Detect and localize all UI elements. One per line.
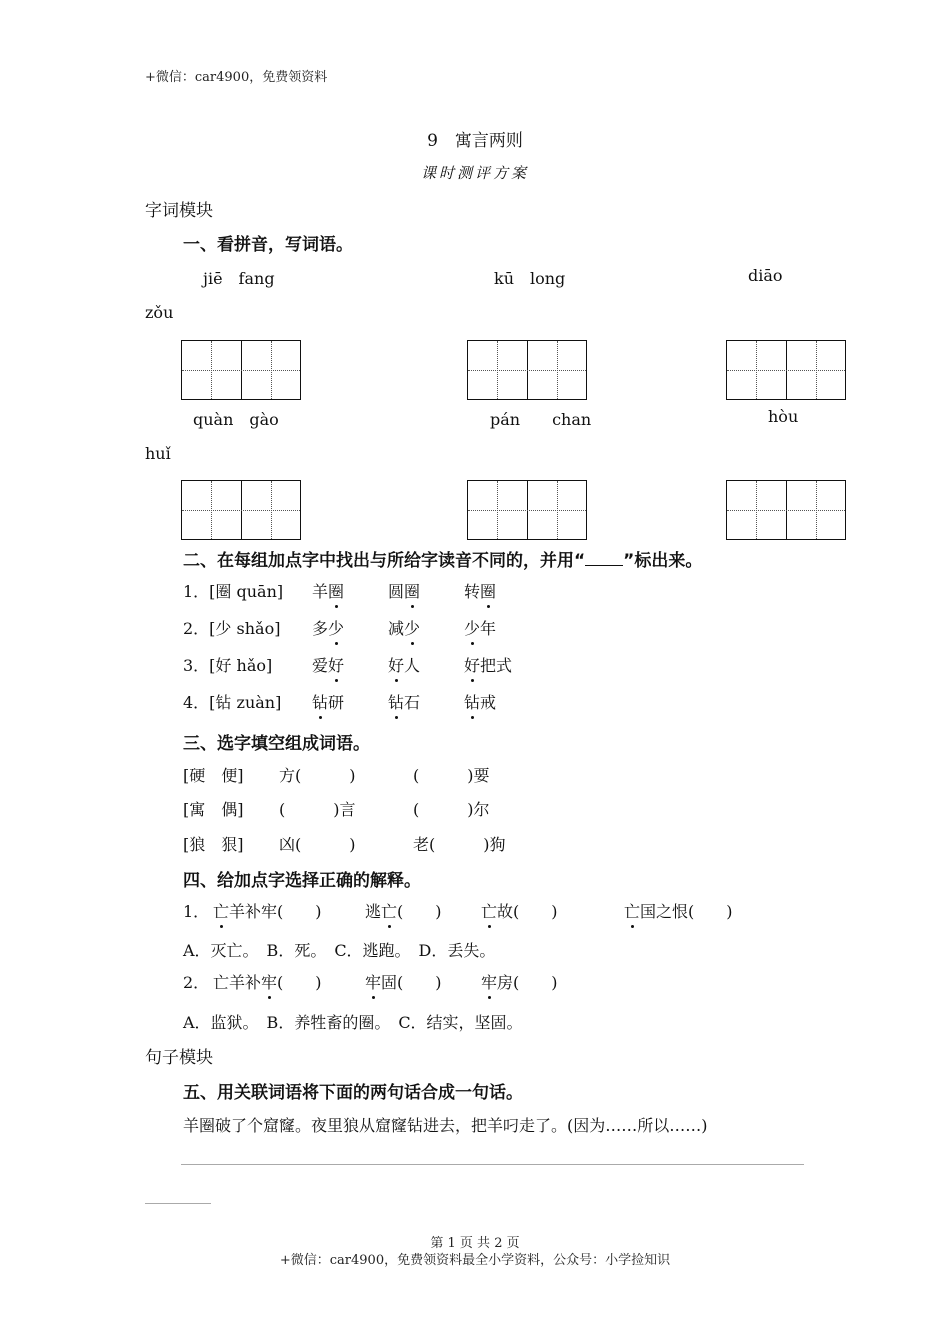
- q3-row-3-chars: [狼 狠]: [183, 835, 244, 854]
- question-1-heading: 一、看拼音，写词语。: [183, 235, 353, 255]
- q2-item-1-word-2[interactable]: 圆圈: [388, 579, 420, 602]
- q4-line-1-item-2[interactable]: 逃亡( ): [365, 899, 442, 922]
- pinyin-hou: hòu: [768, 407, 799, 426]
- pinyin-quangao: quàn gào: [193, 410, 279, 429]
- q2-item-3-word-3[interactable]: 好把式: [464, 653, 512, 676]
- q2-item-2-word-2[interactable]: 减少: [388, 616, 420, 639]
- q5-sentence: 羊圈破了个窟窿。夜里狼从窟窿钻进去，把羊叼走了。(因为……所以……): [183, 1116, 708, 1135]
- module-heading-words: 字词模块: [145, 201, 213, 221]
- q4-options-1: A．灭亡。 B．死。 C．逃跑。 D．丢失。: [183, 941, 496, 960]
- q4-line-1-item-1[interactable]: 亡羊补牢( ): [213, 899, 322, 922]
- q3-row-3-blank-b[interactable]: 老( )狗: [413, 835, 506, 854]
- q2-item-4-word-2[interactable]: 钻石: [388, 690, 420, 713]
- question-3-heading: 三、选字填空组成词语。: [183, 734, 370, 754]
- q2-item-4-label: 4．[钻 zuàn]: [183, 693, 282, 712]
- q2-item-2-word-1[interactable]: 多少: [312, 616, 344, 639]
- writing-grid-panchan[interactable]: [467, 480, 587, 540]
- header-watermark: +微信：car4900，免费领资料: [145, 70, 328, 85]
- question-4-heading: 四、给加点字选择正确的解释。: [183, 871, 421, 891]
- pinyin-jiefang: jiē fang: [203, 269, 275, 288]
- writing-grid-kulong[interactable]: [467, 340, 587, 400]
- writing-grid-jiefang[interactable]: [181, 340, 301, 400]
- page-title: 9 寓言两则: [427, 131, 523, 151]
- q2-item-2-label: 2．[少 shǎo]: [183, 619, 281, 638]
- q2-item-2-word-3[interactable]: 少年: [464, 616, 496, 639]
- q2-item-3-word-1[interactable]: 爱好: [312, 653, 344, 676]
- question-2-heading: 二、在每组加点字中找出与所给字读音不同的，并用“ ”标出来。: [183, 551, 703, 571]
- writing-grid-diaozou[interactable]: [726, 340, 846, 400]
- q4-line-2-number: 2．: [183, 973, 210, 992]
- pinyin-diao: diāo: [748, 266, 783, 285]
- q2-item-1-word-1[interactable]: 羊圈: [312, 579, 344, 602]
- q3-row-2-chars: [寓 偶]: [183, 800, 244, 819]
- q2-item-1-label: 1．[圈 quān]: [183, 582, 284, 601]
- page-subtitle: 课时测评方案: [420, 164, 529, 182]
- q3-row-2-blank-a[interactable]: ( )言: [279, 800, 356, 819]
- q4-options-2: A．监狱。 B．养牲畜的圈。 C．结实，坚固。: [183, 1013, 523, 1032]
- q2-item-4-word-1[interactable]: 钻研: [312, 690, 344, 713]
- q2-item-1-word-3[interactable]: 转圈: [464, 579, 496, 602]
- answer-line-1[interactable]: [181, 1164, 804, 1165]
- q4-line-1-item-3[interactable]: 亡故( ): [481, 899, 558, 922]
- q3-row-1-chars: [硬 便]: [183, 766, 244, 785]
- q2-item-4-word-3[interactable]: 钻戒: [464, 690, 496, 713]
- page-number: 第 1 页 共 2 页: [430, 1236, 520, 1251]
- module-heading-sentences: 句子模块: [145, 1048, 213, 1068]
- writing-grid-houhui[interactable]: [726, 480, 846, 540]
- question-5-heading: 五、用关联词语将下面的两句话合成一句话。: [183, 1083, 523, 1103]
- q3-row-1-blank-a[interactable]: 方( ): [279, 766, 356, 785]
- q2-item-3-label: 3．[好 hǎo]: [183, 656, 273, 675]
- footer-watermark: +微信：car4900，免费领资料最全小学资料，公众号：小学捡知识: [279, 1253, 671, 1268]
- q4-line-2-item-2[interactable]: 牢固( ): [365, 970, 442, 993]
- q3-row-2-blank-b[interactable]: ( )尔: [413, 800, 490, 819]
- q3-row-1-blank-b[interactable]: ( )要: [413, 766, 490, 785]
- pinyin-hui: huǐ: [145, 444, 171, 463]
- answer-line-2[interactable]: [145, 1203, 211, 1204]
- q4-line-1-number: 1．: [183, 902, 210, 921]
- q4-line-2-item-3[interactable]: 牢房( ): [481, 970, 558, 993]
- underline-sample: [585, 553, 623, 566]
- writing-grid-quangao[interactable]: [181, 480, 301, 540]
- q3-row-3-blank-a[interactable]: 凶( ): [279, 835, 356, 854]
- q2-item-3-word-2[interactable]: 好人: [388, 653, 420, 676]
- q4-line-2-item-1[interactable]: 亡羊补牢( ): [213, 970, 322, 993]
- pinyin-panchan: pán chan: [490, 410, 592, 429]
- q4-line-1-item-4[interactable]: 亡国之恨( ): [624, 899, 733, 922]
- pinyin-zou: zǒu: [145, 303, 174, 322]
- pinyin-kulong: kū long: [494, 269, 566, 288]
